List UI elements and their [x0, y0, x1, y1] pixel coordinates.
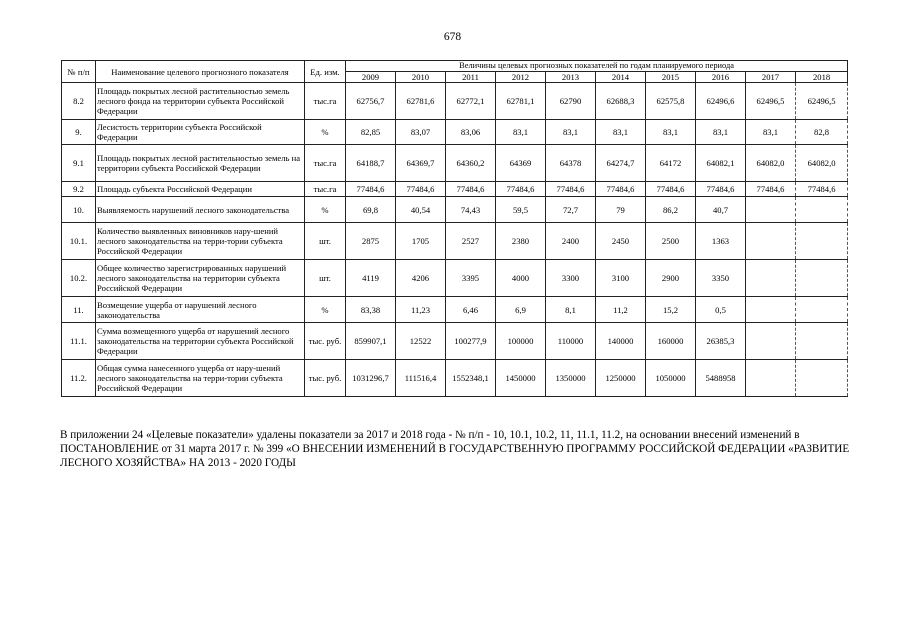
row-value: 3395 — [446, 260, 496, 297]
row-value: 40,54 — [396, 197, 446, 223]
row-indicator-name: Лесистость территории субъекта Российской Федерации — [96, 120, 305, 145]
row-value: 0,5 — [696, 297, 746, 323]
footer-note: В приложении 24 «Целевые показатели» удалены показатели за 2017 и 2018 года - № п/п - 10, 10.1, 10.2, 11, 11.1, 11.2, на основании внесений изменений в ПОСТАНОВЛЕНИЕ от 31 марта 2017 г. № 399 «О ВНЕСЕНИИ ИЗМЕНЕНИЙ В ГОСУДАРСТВЕННУЮ ПРОГРАММУ РОССИЙСКОЙ ФЕДЕРАЦИИ «РАЗВИТИЕ ЛЕСНОГО ХОЗЯЙСТВА» НА 2013 - 2020 ГОДЫ — [60, 429, 850, 469]
table-row — [62, 120, 848, 145]
header-year: 2009 — [346, 72, 396, 83]
row-value — [796, 360, 848, 397]
row-value: 77484,6 — [446, 182, 496, 197]
row-value: 62496,5 — [796, 83, 848, 120]
table-row — [62, 323, 848, 360]
header-year: 2010 — [396, 72, 446, 83]
row-value: 69,8 — [346, 197, 396, 223]
row-value: 12522 — [396, 323, 446, 360]
row-value: 62496,6 — [696, 83, 746, 120]
row-value: 83,1 — [696, 120, 746, 145]
row-value: 2400 — [546, 223, 596, 260]
row-value: 77484,6 — [596, 182, 646, 197]
row-value: 1050000 — [646, 360, 696, 397]
table-row — [62, 223, 848, 260]
row-indicator-name: Выявляемость нарушений лесного законодательства — [96, 197, 305, 223]
row-value — [796, 197, 848, 223]
row-number: 10. — [62, 197, 96, 223]
row-unit: тыс. руб. — [305, 360, 346, 397]
row-indicator-name: Площадь покрытых лесной растительностью земель лесного фонда на территории субъекта Российской Федерации — [96, 83, 305, 120]
row-value: 140000 — [596, 323, 646, 360]
row-unit: тыс.га — [305, 83, 346, 120]
row-value — [746, 260, 796, 297]
row-value: 1552348,1 — [446, 360, 496, 397]
header-values-caption: Величины целевых прогнозных показателей по годам планируемого периода — [346, 61, 848, 72]
header-year: 2017 — [746, 72, 796, 83]
row-value: 62781,1 — [496, 83, 546, 120]
row-value: 79 — [596, 197, 646, 223]
row-value — [746, 223, 796, 260]
row-value: 64082,0 — [796, 145, 848, 182]
table-row — [62, 360, 848, 397]
row-value: 6,9 — [496, 297, 546, 323]
row-value: 64274,7 — [596, 145, 646, 182]
row-value — [746, 323, 796, 360]
row-number: 8.2 — [62, 83, 96, 120]
row-value: 64360,2 — [446, 145, 496, 182]
row-value: 111516,4 — [396, 360, 446, 397]
row-value — [746, 197, 796, 223]
header-year: 2014 — [596, 72, 646, 83]
row-value: 82,85 — [346, 120, 396, 145]
row-value: 77484,6 — [696, 182, 746, 197]
header-num: № п/п — [62, 61, 96, 83]
row-number: 11. — [62, 297, 96, 323]
row-value: 160000 — [646, 323, 696, 360]
page-number: 678 — [443, 31, 462, 43]
row-value: 83,1 — [496, 120, 546, 145]
row-number: 10.2. — [62, 260, 96, 297]
row-value: 77484,6 — [496, 182, 546, 197]
header-year: 2013 — [546, 72, 596, 83]
row-value: 83,06 — [446, 120, 496, 145]
row-value: 64188,7 — [346, 145, 396, 182]
row-value: 83,1 — [646, 120, 696, 145]
table-row — [62, 145, 848, 182]
row-value: 83,07 — [396, 120, 446, 145]
row-value: 83,1 — [546, 120, 596, 145]
row-value: 83,1 — [596, 120, 646, 145]
row-number: 9.1 — [62, 145, 96, 182]
row-value: 77484,6 — [746, 182, 796, 197]
row-value: 64082,0 — [746, 145, 796, 182]
row-value — [746, 360, 796, 397]
row-value: 1363 — [696, 223, 746, 260]
row-value: 3100 — [596, 260, 646, 297]
row-value: 15,2 — [646, 297, 696, 323]
row-value: 83,38 — [346, 297, 396, 323]
row-value: 2450 — [596, 223, 646, 260]
row-indicator-name: Сумма возмещенного ущерба от нарушений лесного законодательства на территории субъекта Российской Федерации — [96, 323, 305, 360]
row-value: 6,46 — [446, 297, 496, 323]
row-value: 64369 — [496, 145, 546, 182]
row-value: 100000 — [496, 323, 546, 360]
row-number: 9. — [62, 120, 96, 145]
header-unit: Ед. изм. — [305, 61, 346, 83]
row-value: 4119 — [346, 260, 396, 297]
row-value: 77484,6 — [396, 182, 446, 197]
row-value: 62790 — [546, 83, 596, 120]
row-unit: % — [305, 120, 346, 145]
header-year: 2012 — [496, 72, 546, 83]
table-header-row — [62, 61, 848, 72]
row-value: 62688,3 — [596, 83, 646, 120]
row-value — [796, 223, 848, 260]
row-value — [796, 323, 848, 360]
row-value: 11,2 — [596, 297, 646, 323]
row-value: 1450000 — [496, 360, 546, 397]
header-year: 2011 — [446, 72, 496, 83]
table-row — [62, 83, 848, 120]
row-value: 62756,7 — [346, 83, 396, 120]
row-value: 74,43 — [446, 197, 496, 223]
row-number: 11.1. — [62, 323, 96, 360]
row-value — [746, 297, 796, 323]
row-value: 72,7 — [546, 197, 596, 223]
row-value: 40,7 — [696, 197, 746, 223]
row-value: 62781,6 — [396, 83, 446, 120]
row-indicator-name: Возмещение ущерба от нарушений лесного законодательства — [96, 297, 305, 323]
row-value — [796, 260, 848, 297]
row-value: 110000 — [546, 323, 596, 360]
row-value: 64378 — [546, 145, 596, 182]
row-indicator-name: Площадь покрытых лесной растительностью земель на территории субъекта Российской Федерации — [96, 145, 305, 182]
row-value: 8,1 — [546, 297, 596, 323]
row-value: 11,23 — [396, 297, 446, 323]
row-value: 100277,9 — [446, 323, 496, 360]
row-unit: тыс. руб. — [305, 323, 346, 360]
row-value: 2380 — [496, 223, 546, 260]
row-value: 59,5 — [496, 197, 546, 223]
row-value: 2500 — [646, 223, 696, 260]
row-value: 1031296,7 — [346, 360, 396, 397]
row-value: 64082,1 — [696, 145, 746, 182]
row-value: 82,8 — [796, 120, 848, 145]
row-indicator-name: Общее количество зарегистрированных нарушений лесного законодательства на территории субъекта Российской Федерации — [96, 260, 305, 297]
row-value: 2527 — [446, 223, 496, 260]
indicator-table — [61, 60, 848, 397]
table-row — [62, 182, 848, 197]
row-value — [796, 297, 848, 323]
row-value: 3350 — [696, 260, 746, 297]
header-year: 2016 — [696, 72, 746, 83]
row-value: 77484,6 — [346, 182, 396, 197]
row-value: 86,2 — [646, 197, 696, 223]
row-value: 64369,7 — [396, 145, 446, 182]
row-value: 2875 — [346, 223, 396, 260]
row-value: 1705 — [396, 223, 446, 260]
row-value: 83,1 — [746, 120, 796, 145]
row-value: 77484,6 — [546, 182, 596, 197]
row-unit: шт. — [305, 260, 346, 297]
row-value: 4000 — [496, 260, 546, 297]
row-number: 10.1. — [62, 223, 96, 260]
row-indicator-name: Количество выявленных виновников нару-шений лесного законодательства на терри-тории субъекта Российской Федерации — [96, 223, 305, 260]
row-value: 2900 — [646, 260, 696, 297]
row-value: 1250000 — [596, 360, 646, 397]
row-unit: тыс.га — [305, 182, 346, 197]
row-value: 1350000 — [546, 360, 596, 397]
row-value: 62575,8 — [646, 83, 696, 120]
row-number: 11.2. — [62, 360, 96, 397]
table-row — [62, 260, 848, 297]
row-unit: % — [305, 297, 346, 323]
header-year: 2018 — [796, 72, 848, 83]
row-value: 62496,5 — [746, 83, 796, 120]
row-value: 5488958 — [696, 360, 746, 397]
row-value: 4206 — [396, 260, 446, 297]
table-row — [62, 297, 848, 323]
row-value: 62772,1 — [446, 83, 496, 120]
row-value: 64172 — [646, 145, 696, 182]
row-indicator-name: Площадь субъекта Российской Федерации — [96, 182, 305, 197]
row-unit: тыс.га — [305, 145, 346, 182]
row-number: 9.2 — [62, 182, 96, 197]
row-value: 26385,3 — [696, 323, 746, 360]
row-unit: шт. — [305, 223, 346, 260]
row-value: 3300 — [546, 260, 596, 297]
row-indicator-name: Общая сумма нанесенного ущерба от нару-шений лесного законодательства на терри-тории субъекта Российской Федерации — [96, 360, 305, 397]
row-value: 77484,6 — [646, 182, 696, 197]
header-year: 2015 — [646, 72, 696, 83]
row-unit: % — [305, 197, 346, 223]
row-value: 859907,1 — [346, 323, 396, 360]
table-row — [62, 197, 848, 223]
header-name: Наименование целевого прогнозного показателя — [96, 61, 305, 83]
row-value: 77484,6 — [796, 182, 848, 197]
